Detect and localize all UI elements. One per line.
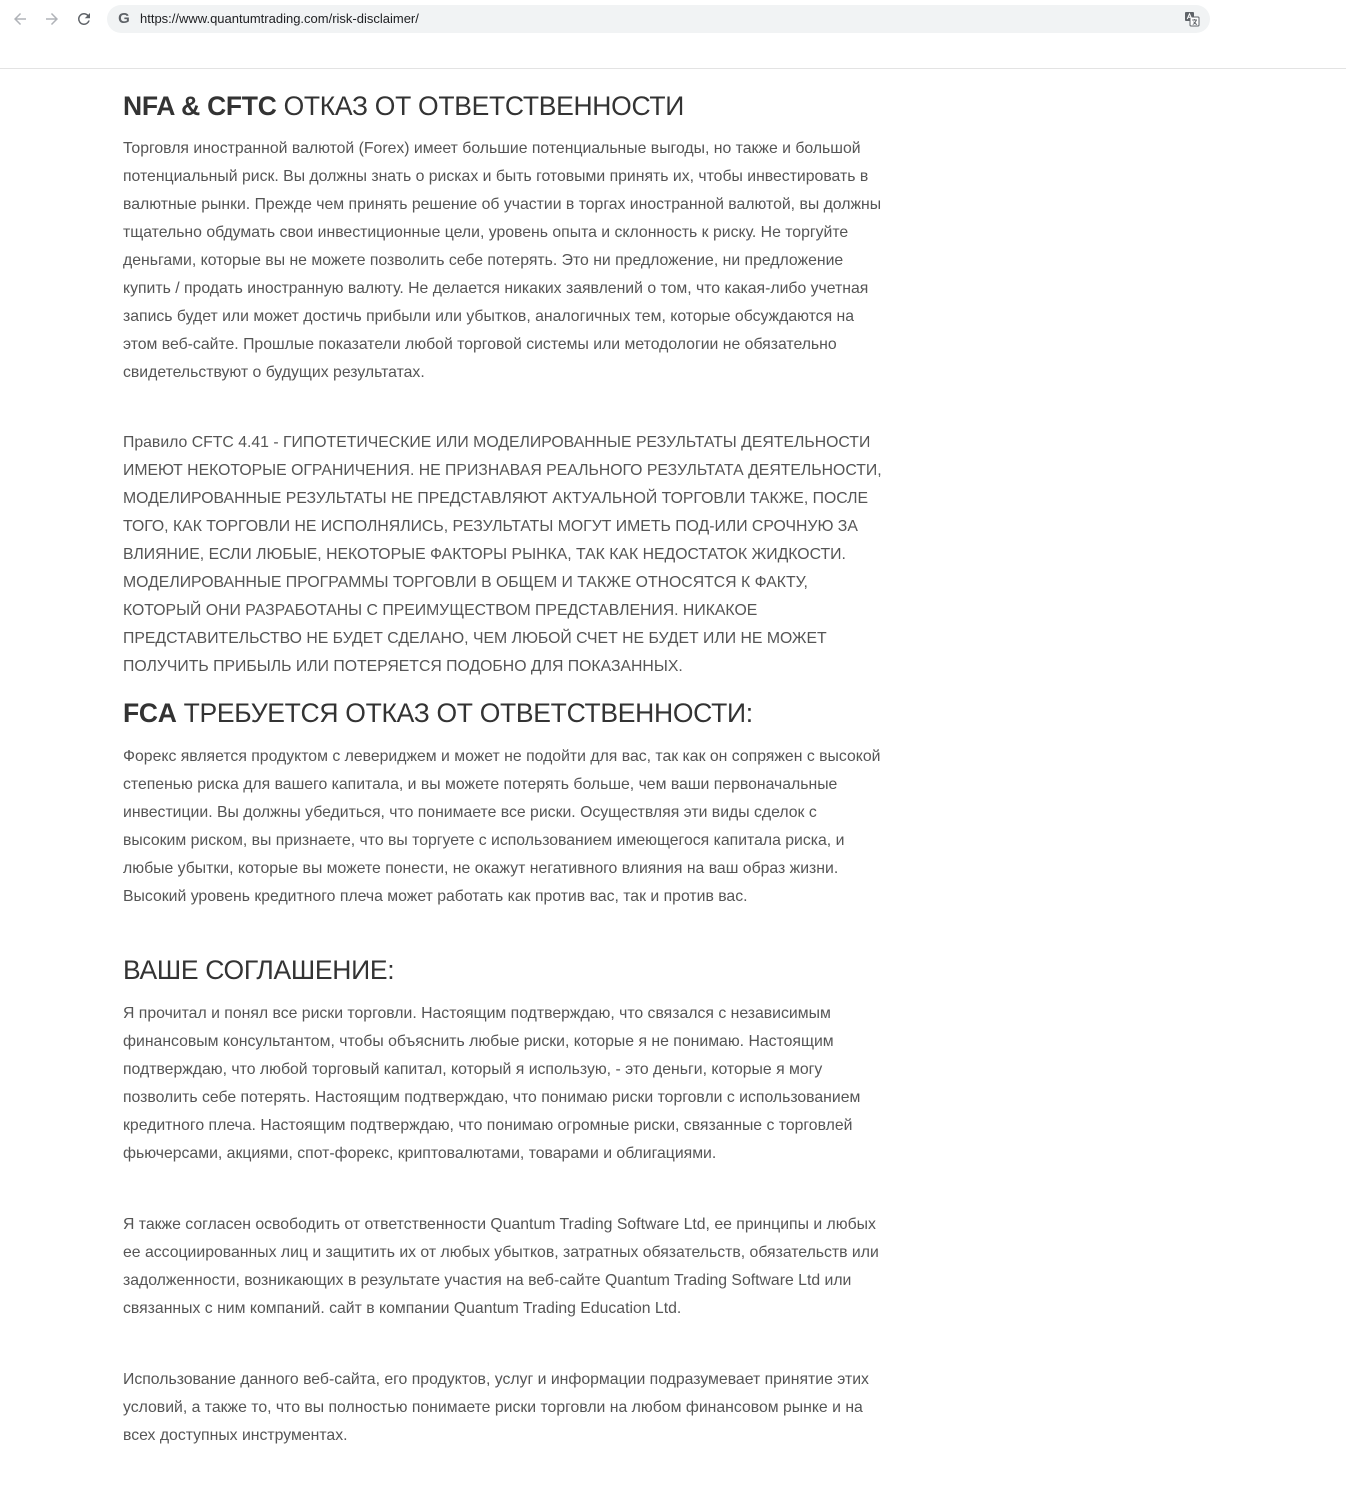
address-bar[interactable] <box>107 5 1210 33</box>
google-g-icon: G <box>118 10 130 27</box>
reload-icon <box>75 10 93 28</box>
forward-button[interactable] <box>40 7 64 31</box>
agreement-paragraph-2: Я также согласен освободить от ответственности Quantum Trading Software Ltd, ее принципы и любых ее ассоциированных лиц и защитить их от любых убытков, затратных обязательств, обязательств или задолженности, возникающих в результате участия на веб-сайте Quantum Trading Software Ltd или связанных с ним компаний. сайт в компании Quantum Trading Education Ltd. <box>123 1216 879 1317</box>
nfa-heading-rest: ОТКАЗ ОТ ОТВЕТСТВЕННОСТИ <box>276 91 685 121</box>
fca-heading <box>123 695 753 731</box>
agreement-heading: ВАШЕ СОГЛАШЕНИЕ: <box>123 955 395 985</box>
translate-icon[interactable] <box>1184 11 1200 27</box>
browser-toolbar <box>0 0 1346 69</box>
fca-heading-rest: ТРЕБУЕТСЯ ОТКАЗ ОТ ОТВЕТСТВЕННОСТИ: <box>176 698 753 728</box>
agreement-paragraph-3: Использование данного веб-сайта, его продуктов, услуг и информации подразумевает принятие этих условий, а также то, что вы полностью понимаете риски торговли на любом финансовом рынке и на всех доступных инструментах. <box>123 1371 869 1444</box>
nfa-paragraph-1: Торговля иностранной валютой (Forex) имеет большие потенциальные выгоды, но также и большой потенциальный риск. Вы должны знать о рисках и быть готовыми принять их, чтобы инвестировать в валютные рынки. Прежде чем принять решение об участии в торгах иностранной валютой, вы должны тщательно обдумать свои инвестиционные цели, уровень опыта и склонность к риску. Не торгуйте деньгами, которые вы не можете позволить себе потерять. Это ни предложение, ни предложение купить / продать иностранную валюту. Не делается никаких заявлений о том, что какая-либо учетная запись будет или может достичь прибыли или убытков, аналогичных тем, которые обсуждаются на этом веб-сайте. Прошлые показатели любой торговой системы или методологии не обязательно свидетельствуют о будущих результатах. <box>123 140 882 381</box>
reload-button[interactable] <box>72 7 96 31</box>
fca-heading-strong: FCA <box>123 698 177 728</box>
nfa-heading-strong: NFA & CFTC <box>123 91 277 121</box>
back-button[interactable] <box>8 7 32 31</box>
url-text[interactable]: https://www.quantumtrading.com/risk-disclaimer/ <box>140 11 419 26</box>
arrow-left-icon <box>11 10 29 28</box>
arrow-right-icon <box>43 10 61 28</box>
fca-paragraph: Форекс является продуктом с левериджем и может не подойти для вас, так как он сопряжен с высокой степенью риска для вашего капитала, и вы можете потерять больше, чем ваши первоначальные инвестиции. Вы должны убедиться, что понимаете все риски. Осуществляя эти виды сделок с высоким риском, вы признаете, что вы торгуете с использованием имеющегося капитала риска, и любые убытки, которые вы можете понести, не окажут негативного влияния на ваш образ жизни. Высокий уровень кредитного плеча может работать как против вас, так и против вас. <box>123 748 881 905</box>
cftc-rule-paragraph: Правило CFTC 4.41 - ГИПОТЕТИЧЕСКИЕ ИЛИ МОДЕЛИРОВАННЫЕ РЕЗУЛЬТАТЫ ДЕЯТЕЛЬНОСТИ ИМЕЮТ НЕКОТОРЫЕ ОГРАНИЧЕНИЯ. НЕ ПРИЗНАВАЯ РЕАЛЬНОГО РЕЗУЛЬТАТА ДЕЯТЕЛЬНОСТИ, МОДЕЛИРОВАННЫЕ РЕЗУЛЬТАТЫ НЕ ПРЕДСТАВЛЯЮТ АКТУАЛЬНОЙ ТОРГОВЛИ ТАКЖЕ, ПОСЛЕ ТОГО, КАК ТОРГОВЛИ НЕ ИСПОЛНЯЛИСЬ, РЕЗУЛЬТАТЫ МОГУТ ИМЕТЬ ПОД-ИЛИ СРОЧНУЮ ЗА ВЛИЯНИЕ, ЕСЛИ ЛЮБЫЕ, НЕКОТОРЫЕ ФАКТОРЫ РЫНКА, ТАК КАК НЕДОСТАТОК ЖИДКОСТИ. МОДЕЛИРОВАННЫЕ ПРОГРАММЫ ТОРГОВЛИ В ОБЩЕМ И ТАКЖЕ ОТНОСЯТСЯ К ФАКТУ, КОТОРЫЙ ОНИ РАЗРАБОТАНЫ С ПРЕИМУЩЕСТВОМ ПРЕДСТАВЛЕНИЯ. НИКАКОЕ ПРЕДСТАВИТЕЛЬСТВО НЕ БУДЕТ СДЕЛАНО, ЧЕМ ЛЮБОЙ СЧЕТ НЕ БУДЕТ ИЛИ НЕ МОЖЕТ ПОЛУЧИТЬ ПРИБЫЛЬ ИЛИ ПОТЕРЯЕТСЯ ПОДОБНО ДЛЯ ПОКАЗАННЫХ. <box>123 434 882 675</box>
agreement-paragraph-1: Я прочитал и понял все риски торговли. Настоящим подтверждаю, что связался с независимым финансовым консультантом, чтобы объяснить любые риски, которые я не понимаю. Настоящим подтверждаю, что любой торговый капитал, который я использую, - это деньги, которые я могу позволить себе потерять. Настоящим подтверждаю, что понимаю риски торговли с использованием кредитного плеча. Настоящим подтверждаю, что понимаю огромные риски, связанные с торговлей фьючерсами, акциями, спот-форекс, криптовалютами, товарами и облигациями. <box>123 1005 861 1162</box>
nfa-cftc-heading <box>123 88 684 124</box>
